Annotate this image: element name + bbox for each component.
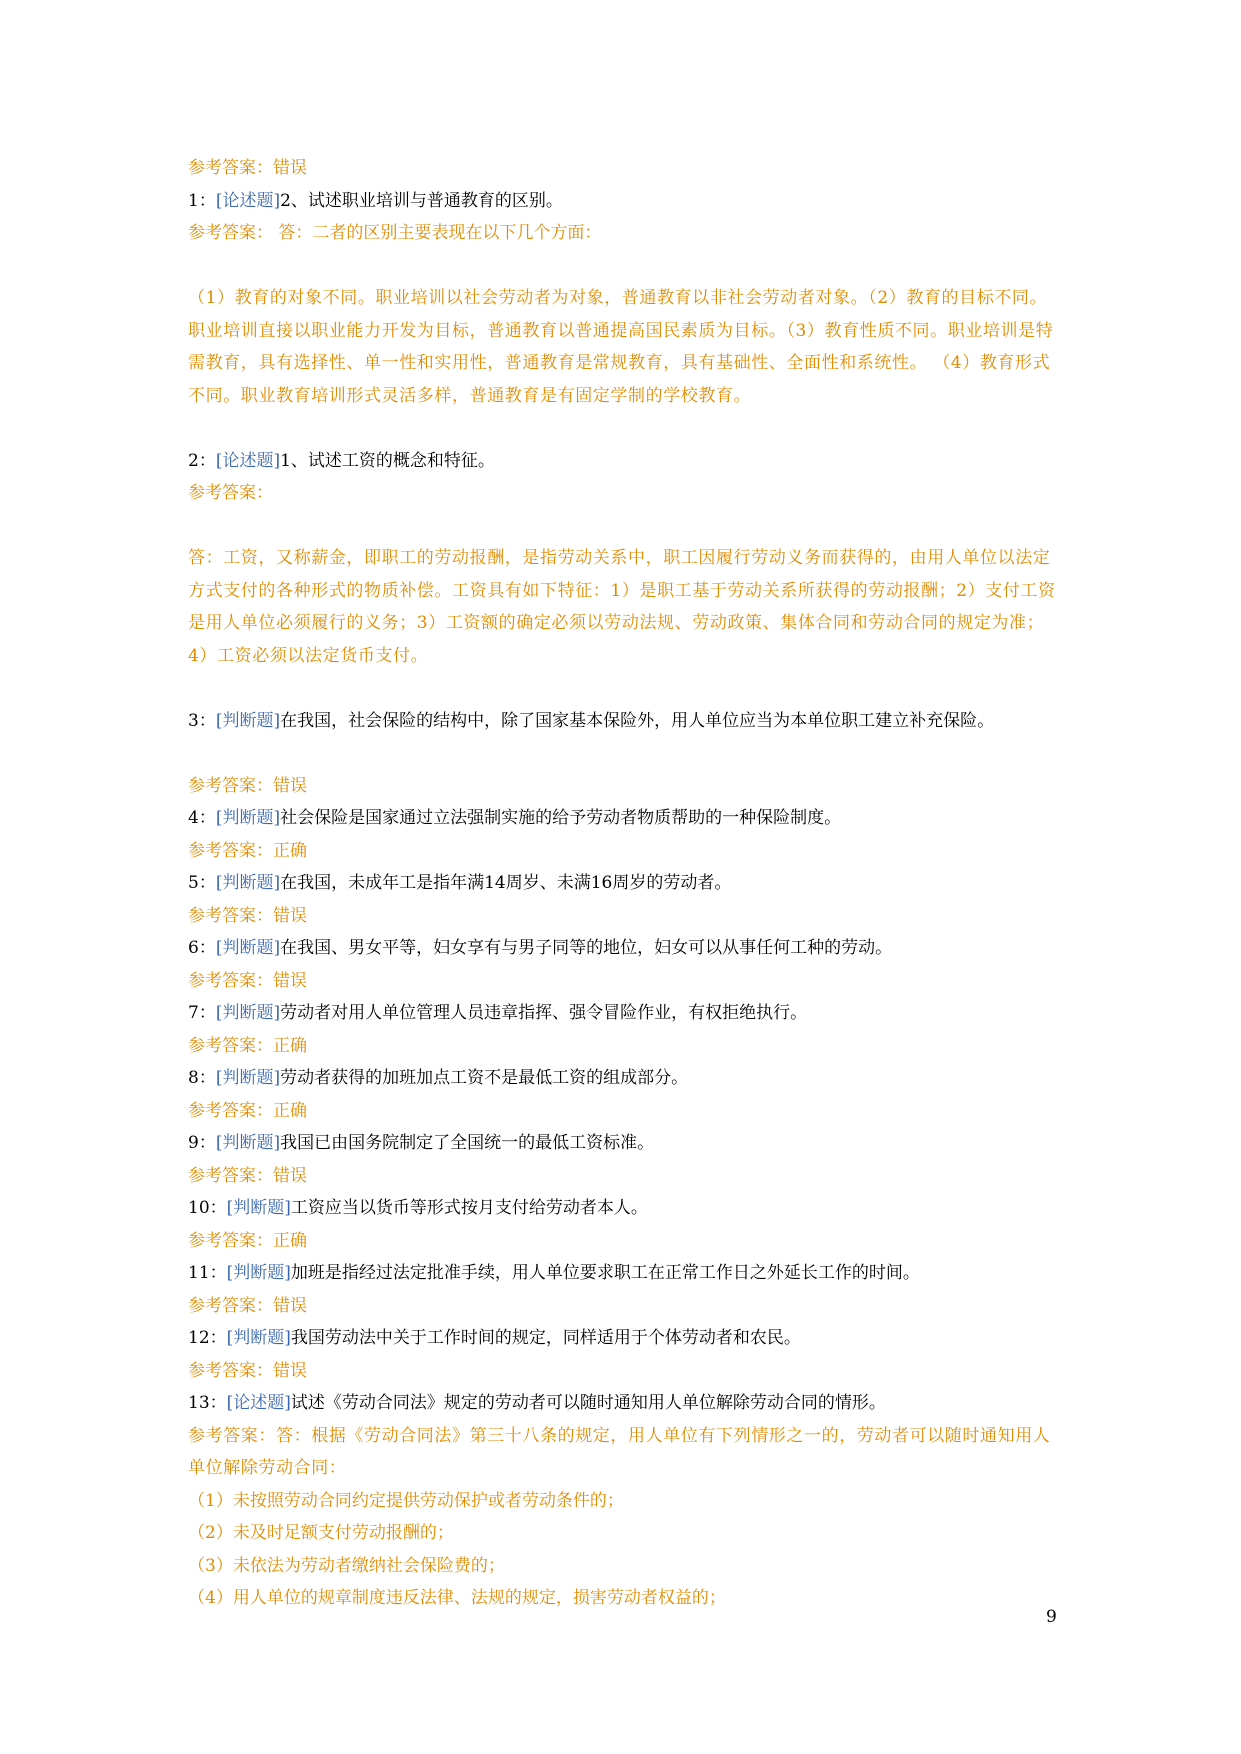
question-line bbox=[188, 1192, 1058, 1225]
question-text: 在我国，社会保险的结构中，除了国家基本保险外，用人单位应当为本单位职工建立补充保险。 bbox=[280, 710, 995, 731]
answer-line: 参考答案：错误 bbox=[188, 1295, 307, 1316]
answer-line: 参考答案：错误 bbox=[188, 158, 307, 178]
answer-line: 参考答案： 答：二者的区别主要表现在以下几个方面： bbox=[188, 223, 602, 243]
question-line bbox=[188, 1257, 1058, 1290]
answer-line: 参考答案：错误 bbox=[188, 775, 307, 796]
question-text: 我国已由国务院制定了全国统一的最低工资标准。 bbox=[280, 1133, 655, 1153]
question-line bbox=[188, 705, 1058, 738]
question-line bbox=[188, 1322, 1058, 1355]
question-line bbox=[188, 997, 1058, 1030]
question-type-tag: [判断题] bbox=[215, 873, 281, 893]
question-line bbox=[188, 1127, 1058, 1160]
answer-line: 参考答案：错误 bbox=[188, 1165, 307, 1186]
answer-line: 参考答案：正确 bbox=[188, 1035, 307, 1056]
question-text: 劳动者获得的加班加点工资不是最低工资的组成部分。 bbox=[280, 1068, 689, 1088]
question-text: 加班是指经过法定批准手续，用人单位要求职工在正常工作日之外延长工作的时间。 bbox=[290, 1263, 920, 1283]
question-type-tag: [论述题] bbox=[215, 450, 281, 471]
answer-line: （4）用人单位的规章制度违反法律、法规的规定，损害劳动者权益的； bbox=[188, 1588, 726, 1608]
question-line bbox=[188, 445, 1058, 478]
question-type-tag: [判断题] bbox=[215, 1133, 281, 1153]
question-line bbox=[188, 932, 1058, 965]
question-text: 劳动者对用人单位管理人员违章指挥、强令冒险作业，有权拒绝执行。 bbox=[280, 1003, 808, 1023]
question-type-tag: [判断题] bbox=[226, 1328, 291, 1348]
question-text: 在我国、男女平等，妇女享有与男子同等的地位，妇女可以从事任何工种的劳动。 bbox=[280, 938, 893, 958]
question-line bbox=[188, 1062, 1058, 1095]
answer-paragraph: 答：工资，又称薪金，即职工的劳动报酬，是指劳动关系中，职工因履行劳动义务而获得的，由用人单位以法定方式支付的各种形式的物质补偿。工资具有如下特征：1）是职工基于劳动关系所获得的劳动报酬；2）支付工资是用人单位必须履行的义务；3）工资额的确定必须以劳动法规、劳动政策、集体合同和劳动合同的规定为准；4）工资必须以法定货币支付。 bbox=[188, 548, 1056, 666]
question-text: 工资应当以货币等形式按月支付给劳动者本人。 bbox=[290, 1198, 648, 1218]
question-line bbox=[188, 867, 1058, 900]
question-number: 8： bbox=[188, 1068, 216, 1088]
answer-line: 参考答案：错误 bbox=[188, 1360, 307, 1381]
question-type-tag: [判断题] bbox=[215, 938, 281, 958]
question-type-tag: [判断题] bbox=[215, 1068, 281, 1088]
answer-paragraph: （1）教育的对象不同。职业培训以社会劳动者为对象，普通教育以非社会劳动者对象。（2）教育的目标不同。职业培训直接以职业能力开发为目标，普通教育以普通提高国民素质为目标。（3）教育性质不同。职业培训是特需教育，具有选择性、单一性和实用性，普通教育是常规教育，具有基础性、全面性和系统性。 （4）教育形式不同。职业教育培训形式灵活多样，普通教育是有固定学制的学校教育。 bbox=[188, 288, 1054, 406]
blank-line bbox=[188, 737, 1058, 770]
question-number: 13： bbox=[188, 1393, 227, 1413]
question-number: 7： bbox=[188, 1003, 216, 1023]
question-number: 12： bbox=[188, 1328, 227, 1348]
answer-line: 参考答案：正确 bbox=[188, 840, 307, 861]
page-number: 9 bbox=[1046, 1607, 1057, 1627]
blank-line bbox=[188, 412, 1058, 445]
question-text: 在我国，未成年工是指年满14周岁、未满16周岁的劳动者。 bbox=[280, 873, 732, 893]
question-type-tag: [论述题] bbox=[226, 1393, 291, 1413]
question-line bbox=[188, 1387, 1058, 1420]
answer-line: 参考答案：正确 bbox=[188, 1100, 307, 1121]
answer-line: （2）未及时足额支付劳动报酬的； bbox=[188, 1523, 454, 1543]
answer-line: （3）未依法为劳动者缴纳社会保险费的； bbox=[188, 1555, 505, 1576]
question-number: 4： bbox=[188, 808, 216, 828]
question-text: 社会保险是国家通过立法强制实施的给予劳动者物质帮助的一种保险制度。 bbox=[280, 808, 842, 828]
blank-line bbox=[188, 510, 1058, 543]
question-number: 3： bbox=[188, 710, 216, 731]
question-number: 10： bbox=[188, 1198, 227, 1218]
question-number: 2： bbox=[188, 450, 216, 471]
question-type-tag: [判断题] bbox=[215, 710, 281, 731]
answer-line: 参考答案：错误 bbox=[188, 970, 307, 991]
question-type-tag: [判断题] bbox=[215, 1003, 281, 1023]
question-type-tag: [论述题] bbox=[215, 190, 281, 211]
answer-line: 参考答案：错误 bbox=[188, 905, 307, 926]
answer-line: （1）未按照劳动合同约定提供劳动保护或者劳动条件的； bbox=[188, 1490, 624, 1511]
question-number: 1： bbox=[188, 190, 216, 211]
blank-line bbox=[188, 250, 1058, 283]
question-text: 2、试述职业培训与普通教育的区别。 bbox=[280, 190, 563, 211]
question-type-tag: [判断题] bbox=[226, 1198, 291, 1218]
question-number: 5： bbox=[188, 873, 216, 893]
question-line bbox=[188, 802, 1058, 835]
question-number: 9： bbox=[188, 1133, 216, 1153]
question-type-tag: [判断题] bbox=[215, 808, 281, 828]
question-number: 6： bbox=[188, 938, 216, 958]
question-text: 我国劳动法中关于工作时间的规定，同样适用于个体劳动者和农民。 bbox=[290, 1328, 801, 1348]
question-text: 1、试述工资的概念和特征。 bbox=[280, 450, 495, 471]
question-type-tag: [判断题] bbox=[226, 1263, 291, 1283]
answer-line: 参考答案：正确 bbox=[188, 1230, 307, 1251]
answer-line: 参考答案： bbox=[188, 483, 273, 503]
question-text: 试述《劳动合同法》规定的劳动者可以随时通知用人单位解除劳动合同的情形。 bbox=[290, 1393, 886, 1413]
question-number: 11： bbox=[188, 1263, 227, 1283]
question-line bbox=[188, 185, 1058, 218]
answer-paragraph: 参考答案：答：根据《劳动合同法》第三十八条的规定，用人单位有下列情形之一的，劳动者可以随时通知用人单位解除劳动合同： bbox=[188, 1425, 1051, 1478]
document-body bbox=[188, 152, 1058, 1615]
blank-line bbox=[188, 672, 1058, 705]
